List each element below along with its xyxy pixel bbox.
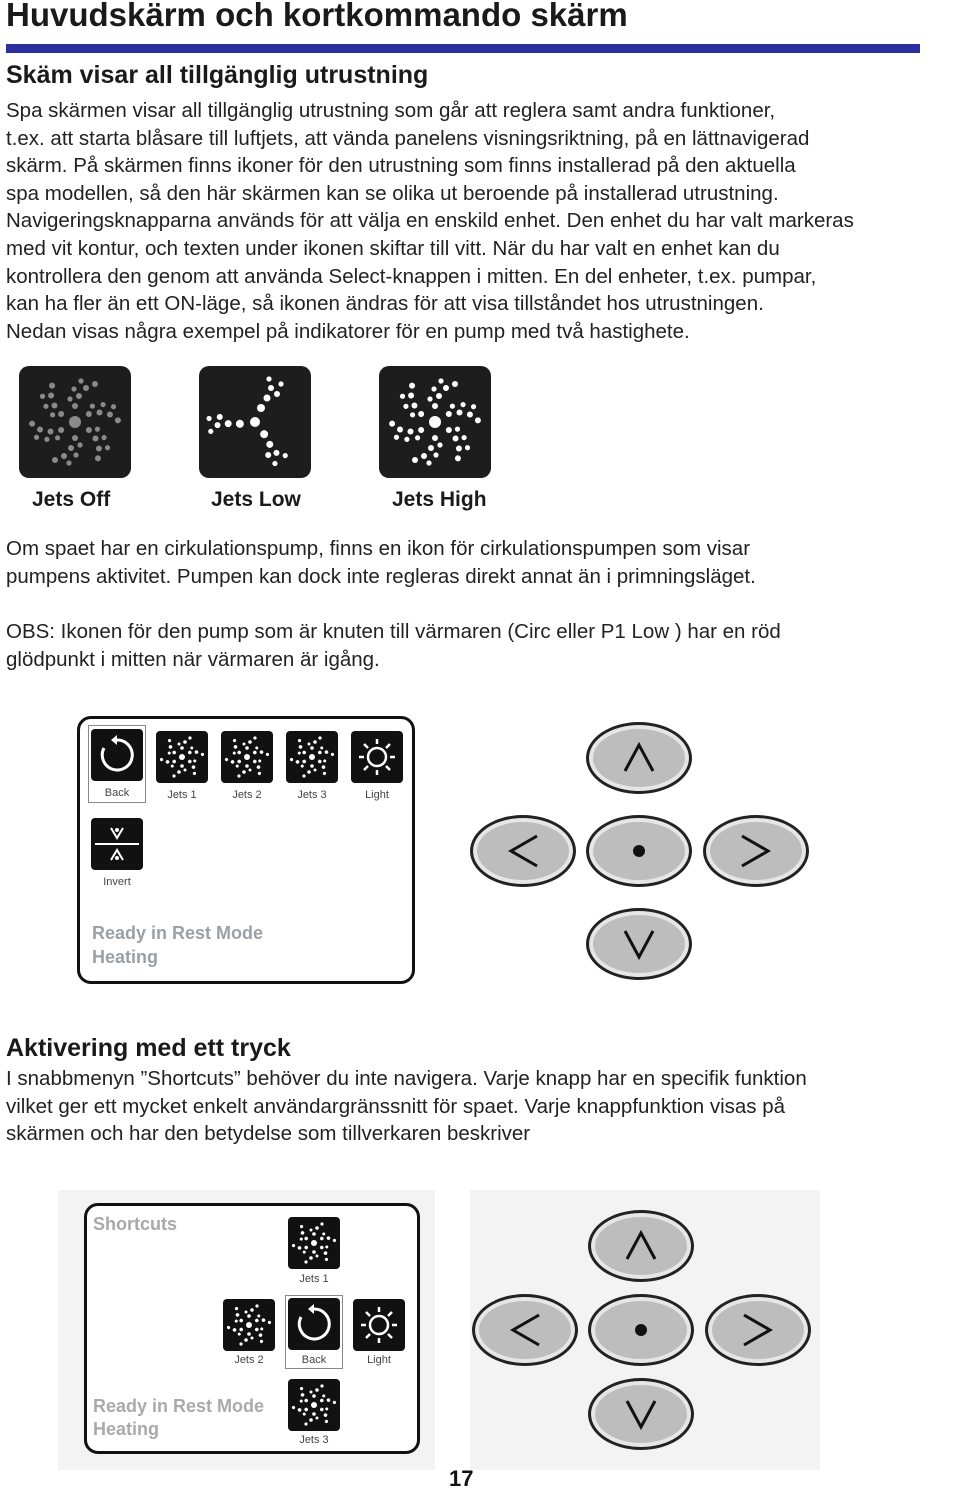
text-line: glödpunkt i mitten när värmaren är igång. [6, 647, 380, 671]
section1-paragraph [6, 97, 960, 345]
text-line: vilket ger ett mycket enkelt användargränssnitt för spaet. Varje knappfunktion visas på [6, 1094, 786, 1118]
light-icon[interactable] [351, 731, 403, 783]
jets-low-icon [199, 366, 311, 478]
page-number: 17 [449, 1466, 474, 1491]
shortcut-jets-2-icon[interactable] [223, 1299, 275, 1351]
text-line: skärm. På skärmen finns ikoner för den utrustning som finns installerad på den aktuella [6, 154, 796, 178]
back-icon[interactable] [91, 729, 143, 781]
shortcut-select-button[interactable] [588, 1294, 694, 1366]
jets-low-caption: Jets Low [211, 488, 301, 511]
text-line: pumpens aktivitet. Pumpen kan dock inte regleras direkt annat än i primningsläget. [6, 564, 756, 588]
tile-label: Jets 3 [297, 789, 327, 801]
jets-high-caption: Jets High [392, 488, 487, 511]
up-button[interactable] [586, 722, 692, 794]
tile-label: Jets 1 [167, 789, 197, 801]
text-line: skärmen och har den betydelse som tillverkaren beskriver [6, 1122, 531, 1146]
text-line: kan ha fler än ett ON-läge, så ikonen ändras för att visa tillståndet hos utrustningen. [6, 292, 764, 316]
tile-label: Jets 2 [232, 789, 262, 801]
section2-paragraph [6, 1065, 960, 1148]
shortcut-light-icon[interactable] [353, 1299, 405, 1351]
jets-2-icon[interactable] [221, 731, 273, 783]
title-rule [6, 44, 920, 53]
status-line: Heating [92, 947, 159, 967]
text-line: Nedan visas några exempel på indikatorer för en pump med två hastighete. [6, 319, 690, 343]
section2-heading: Aktivering med ett tryck [6, 1034, 291, 1062]
down-button[interactable] [586, 908, 692, 980]
shortcut-left-button[interactable] [472, 1294, 578, 1366]
jets-1-icon[interactable] [156, 731, 208, 783]
text-line: spa modellen, så den här skärmen kan se olika ut beroende på installerad utrustning. [6, 181, 779, 205]
right-button[interactable] [703, 815, 809, 887]
tile-label: Back [301, 1354, 327, 1366]
shortcut-jets-3-icon[interactable] [288, 1379, 340, 1431]
text-line: Spa skärmen visar all tillgänglig utrustning som går att reglera samt andra funktioner, [6, 99, 776, 122]
text-line: OBS: Ikonen för den pump som är knuten till värmaren (Circ eller P1 Low ) har en röd [6, 620, 781, 643]
jets-3-icon[interactable] [286, 731, 338, 783]
circulation-paragraph [6, 535, 960, 590]
shortcut-screen [84, 1203, 420, 1454]
shortcut-right-button[interactable] [705, 1294, 811, 1366]
left-button[interactable] [470, 815, 576, 887]
tile-label: Jets 3 [299, 1434, 329, 1446]
obs-paragraph [6, 618, 960, 673]
tile-label: Light [365, 789, 389, 801]
text-line: med vit kontur, och texten under ikonen skiftar till vitt. När du har valt en enhet kan du [6, 236, 780, 260]
shortcut-up-button[interactable] [588, 1210, 694, 1282]
text-line: Om spaet har en cirkulationspump, finns en ikon för cirkulationspumpen som visar [6, 537, 751, 560]
shortcut-jets-1-icon[interactable] [288, 1217, 340, 1269]
text-line: t.ex. att starta blåsare till luftjets, att vända panelens visningsriktning, på en lättnavigerad [6, 126, 810, 150]
tile-label: Jets 1 [299, 1273, 329, 1285]
page-title: Huvudskärm och kortkommando skärm [6, 0, 628, 33]
status-line: Ready in Rest Mode [93, 1396, 265, 1416]
text-line: Navigeringsknapparna används för att välja en enskild enhet. Den enhet du har valt markeras [6, 209, 854, 233]
status-line: Ready in Rest Mode [92, 923, 264, 943]
status-line: Heating [93, 1419, 160, 1439]
jets-off-caption: Jets Off [32, 488, 111, 511]
jets-high-icon [379, 366, 491, 478]
shortcut-title: Shortcuts [93, 1214, 178, 1234]
tile-label: Invert [103, 876, 131, 888]
select-button[interactable] [586, 815, 692, 887]
section1-heading: Skäm visar all tillgänglig utrustning [6, 61, 429, 89]
main-screen [77, 716, 415, 984]
shortcut-back-icon[interactable] [288, 1298, 340, 1350]
tile-label: Jets 2 [234, 1354, 264, 1366]
text-line: kontrollera den genom att använda Select-knappen i mitten. En del enheter, t.ex. pumpar, [6, 264, 817, 288]
invert-icon[interactable] [91, 818, 143, 870]
tile-label: Light [367, 1354, 391, 1366]
text-line: I snabbmenyn ”Shortcuts” behöver du inte navigera. Varje knapp har en specifik funktion [6, 1067, 807, 1090]
tile-label: Back [104, 787, 130, 799]
jets-off-icon [19, 366, 131, 478]
shortcut-down-button[interactable] [588, 1378, 694, 1450]
